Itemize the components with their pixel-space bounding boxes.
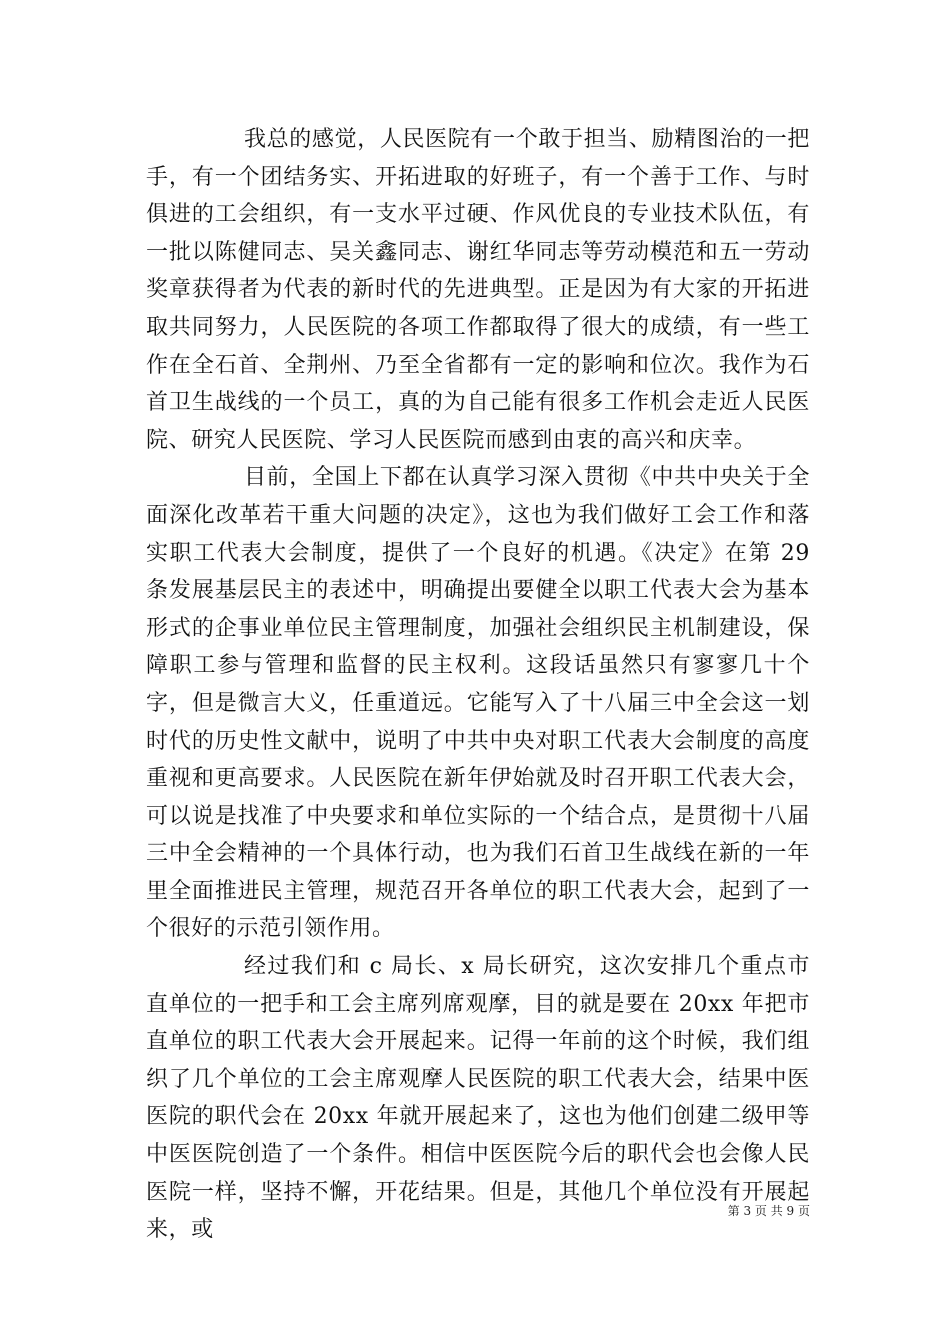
- paragraph-3: 经过我们和 c 局长、x 局长研究，这次安排几个重点市直单位的一把手和工会主席列席观摩，目的就是要在 20xx 年把市直单位的职工代表大会开展起来。记得一年前的这个时候，我们组织了几个单位的工会主席观摩人民医院的职工代表大会，结果中医医院的职代会在 20xx 年就开展起来了，这也为他们创建二级甲等中医医院创造了一个条件。相信中医医院今后的职代会也会像人民医院一样，坚持不懈，开花结果。但是，其他几个单位没有开展起来，或: [146, 954, 810, 1243]
- document-body: [146, 121, 810, 1249]
- paragraph-1: 我总的感觉，人民医院有一个敢于担当、励精图治的一把手，有一个团结务实、开拓进取的好班子，有一个善于工作、与时俱进的工会组织，有一支水平过硬、作风优良的专业技术队伍，有一批以陈健同志、吴关鑫同志、谢红华同志等劳动模范和五一劳动奖章获得者为代表的新时代的先进典型。正是因为有大家的开拓进取共同努力，人民医院的各项工作都取得了很大的成绩，有一些工作在全石首、全荆州、乃至全省都有一定的影响和位次。我作为石首卫生战线的一个员工，真的为自己能有很多工作机会走近人民医院、研究人民医院、学习人民医院而感到由衷的高兴和庆幸。: [146, 127, 810, 453]
- page-number-footer: 第 3 页 共 9 页: [727, 1204, 810, 1218]
- paragraph-2: 目前，全国上下都在认真学习深入贯彻《中共中央关于全面深化改革若干重大问题的决定》，这也为我们做好工会工作和落实职工代表大会制度，提供了一个良好的机遇。《决定》在第 29 条发展基层民主的表述中，明确提出要健全以职工代表大会为基本形式的企事业单位民主管理制度，加强社会组织民主机制建设，保障职工参与管理和监督的民主权利。这段话虽然只有寥寥几十个字，但是微言大义，任重道远。它能写入了十八届三中全会这一划时代的历史性文献中，说明了中共中央对职工代表大会制度的高度重视和更高要求。人民医院在新年伊始就及时召开职工代表大会，可以说是找准了中央要求和单位实际的一个结合点，是贯彻十八届三中全会精神的一个具体行动，也为我们石首卫生战线在新的一年里全面推进民主管理，规范召开各单位的职工代表大会，起到了一个很好的示范引领作用。: [146, 465, 810, 942]
